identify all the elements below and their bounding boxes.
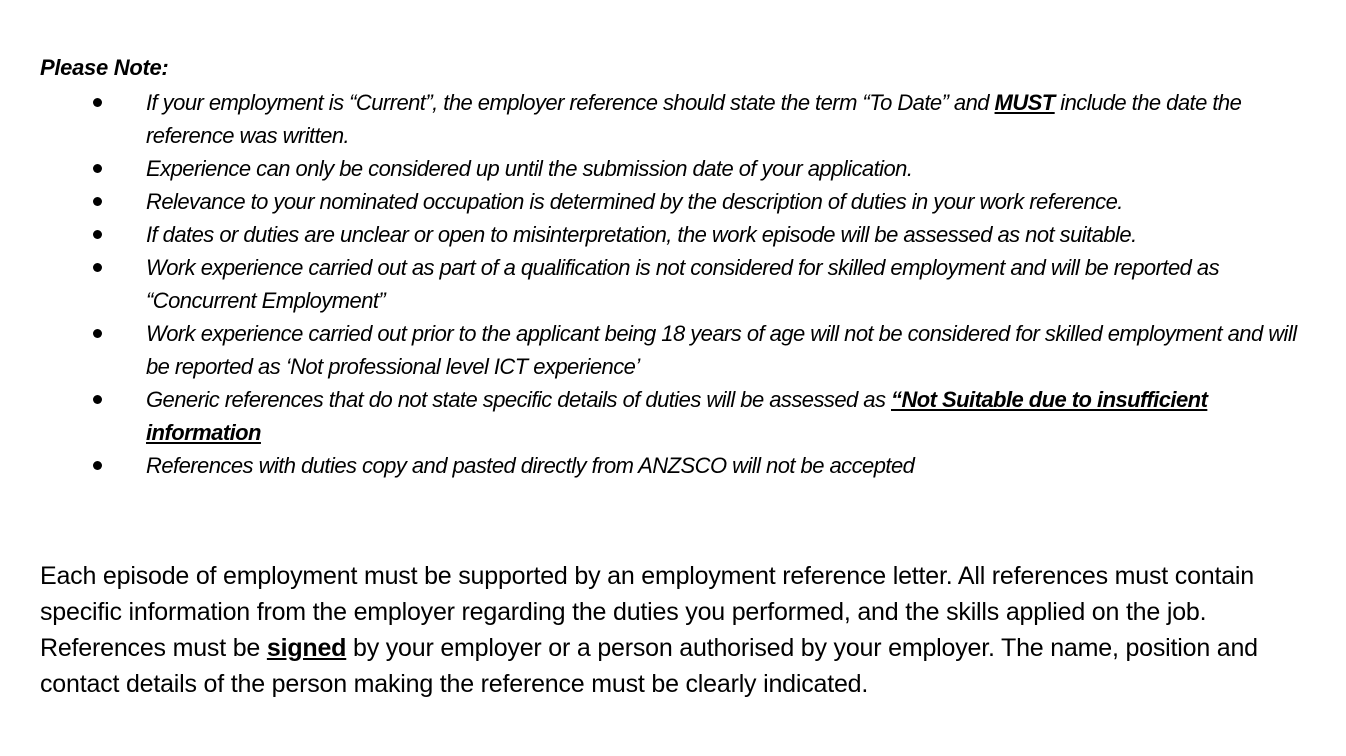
list-item-emphasis: MUST xyxy=(994,90,1055,115)
list-item-text-after: include the date the reference was written. xyxy=(146,90,1242,148)
paragraph-text-before: References must be xyxy=(40,634,267,662)
note-item-qualification-experience xyxy=(0,251,1346,317)
list-item-text-before: If your employment is “Current”, the employer reference should state the term “To Date” and xyxy=(146,90,995,115)
note-item-age-18 xyxy=(0,317,1346,383)
list-item-text: Work experience carried out as part of a qualification is not considered for skilled employment and will be reported as “Concurrent Employment” xyxy=(146,255,1220,313)
list-item-text xyxy=(146,86,1316,152)
list-item-text xyxy=(146,383,1316,449)
bullet-icon xyxy=(93,197,102,206)
note-item-current-employment xyxy=(0,86,1346,152)
paragraph-reference-letter: Each episode of employment must be supported by an employment reference letter. All references must contain specific information from the employer regarding the duties you performed, and the skills applied on the job. xyxy=(40,562,1254,626)
note-heading: Please Note: xyxy=(40,55,169,80)
body-text xyxy=(40,558,1330,702)
note-item-submission-date xyxy=(0,152,1346,185)
paragraph-text-after: by your employer or a person authorised by your employer. The name, position and contact details of the person making the reference must be clearly indicated. xyxy=(40,634,1258,698)
bullet-icon xyxy=(93,395,102,404)
list-item-emphasis: “Not Suitable due to insufficient information xyxy=(146,387,1208,445)
signed-emphasis: signed xyxy=(266,634,347,662)
note-item-unclear-dates xyxy=(0,218,1346,251)
bullet-icon xyxy=(93,329,102,338)
list-item-text-before: Generic references that do not state specific details of duties will be assessed as xyxy=(146,387,891,412)
note-item-generic-references xyxy=(0,383,1346,449)
bullet-icon xyxy=(93,98,102,107)
list-item-text: References with duties copy and pasted directly from ANZSCO will not be accepted xyxy=(146,453,915,478)
list-item-text: Work experience carried out prior to the applicant being 18 years of age will not be considered for skilled employment and will be reported as ‘Not professional level ICT experience’ xyxy=(146,321,1297,379)
note-item-relevance xyxy=(0,185,1346,218)
bullet-icon xyxy=(93,263,102,272)
note-item-anzsco xyxy=(0,449,1346,482)
bullet-icon xyxy=(93,230,102,239)
bullet-icon xyxy=(93,461,102,470)
note-list xyxy=(0,86,1346,482)
list-item-text: Experience can only be considered up until the submission date of your application. xyxy=(146,156,913,181)
list-item-text: If dates or duties are unclear or open to misinterpretation, the work episode will be assessed as not suitable. xyxy=(146,222,1137,247)
paragraph-signed-reference xyxy=(40,630,1330,702)
bullet-icon xyxy=(93,164,102,173)
list-item-text: Relevance to your nominated occupation is determined by the description of duties in your work reference. xyxy=(146,189,1123,214)
